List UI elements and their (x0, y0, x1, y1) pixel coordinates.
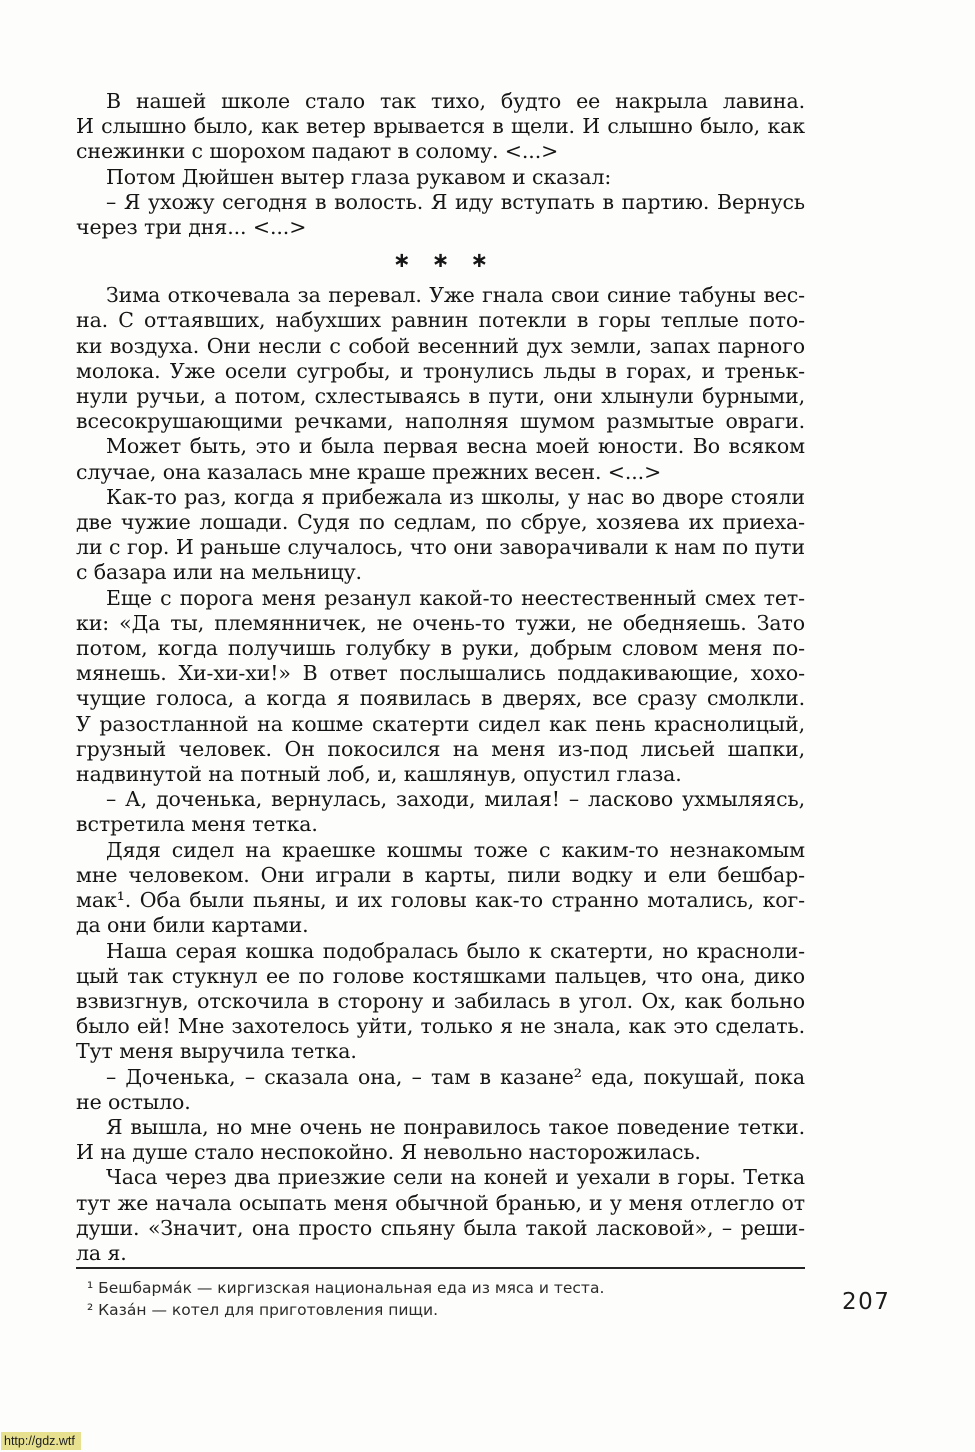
paragraph (76, 1065, 805, 1115)
text-line: надвинутой на потный лоб, и, кашлянув, опустил глаза. (76, 762, 682, 787)
paragraph (76, 787, 805, 837)
text-line: цый так стукнул ее по голове костяшками пальцев, что она, дико (76, 963, 805, 988)
text-line: ки: «Да ты, племянничек, не очень-то тужи, не обедняешь. Зато (76, 610, 805, 635)
text-line: Часа через два приезжие сели на коней и уехали в горы. Тетка (106, 1165, 805, 1190)
section-separator: ∗ ∗ ∗ (393, 248, 488, 273)
text-line: В нашей школе стало так тихо, будто ее накрыла лавина. (106, 89, 805, 113)
text-line: с базара или на мельницу. (76, 560, 362, 585)
text-line: мак¹. Оба были пьяны, и их головы как-то странно мотались, ког- (76, 888, 805, 913)
footnote: ² Каза́н — котел для приготовления пищи. (87, 1301, 439, 1319)
text-line: молока. Уже осели сугробы, и тронулись льды в горах, и треньк- (76, 358, 805, 383)
text-line: тут же начала осыпать меня обычной бранью, и у меня отлегло от (76, 1190, 805, 1215)
text-line: – Доченька, – сказала она, – там в казане² еда, покушай, пока (106, 1064, 805, 1089)
text-line: встретила меня тетка. (76, 812, 318, 837)
text-line: Зима откочевала за перевал. Уже гнала свои синие табуны вес- (106, 283, 805, 308)
text-line: И слышно было, как ветер врывается в щели. И слышно было, как (76, 114, 805, 139)
text-line: взвизгнув, отскочила в сторону и забилась в угол. Ох, как больно (76, 988, 805, 1013)
paragraph (76, 838, 805, 939)
paragraph (76, 190, 805, 240)
text-line: снежинки с шорохом падают в солому. <...> (76, 139, 559, 164)
text-line: Как-то раз, когда я прибежала из школы, у нас во дворе стояли (106, 484, 805, 509)
paragraph (76, 1115, 805, 1165)
text-line: У разостланной на кошме скатерти сидел как пень краснолицый, (76, 711, 805, 736)
text-line: две чужие лошади. Судя по седлам, по сбруе, хозяева их приеха- (76, 510, 805, 535)
text-line: мянешь. Хи-хи-хи!» В ответ послышались поддакивающие, хохо- (76, 661, 805, 686)
paragraph (76, 1165, 805, 1266)
text-line: – Я ухожу сегодня в волость. Я иду вступать в партию. Вернусь (106, 189, 805, 214)
text-line: Еще с порога меня резанул какой-то неестественный смех тет- (106, 585, 805, 610)
text-line: на. С оттаявших, набухших равнин потекли в горы теплые пото- (76, 308, 805, 333)
paragraph (76, 165, 805, 190)
text-line: грузный человек. Он покосился на меня из-под лисьей шапки, (76, 736, 805, 761)
text-line: не остыло. (76, 1089, 191, 1114)
page-number: 207 (842, 1289, 891, 1315)
text-line: Тут меня выручила тетка. (76, 1039, 357, 1064)
text-line: – А, доченька, вернулась, заходи, милая! – ласково ухмыляясь, (106, 787, 805, 812)
text-line: потом, когда получишь голубку в руки, добрым словом меня по- (76, 636, 805, 661)
text-line: мне человеком. Они играли в карты, пили водку и ели бешбар- (76, 862, 805, 887)
text-line: Наша серая кошка подобралась было к скатерти, но красноли- (106, 938, 805, 963)
paragraph (76, 283, 805, 434)
text-line: ла я. (76, 1240, 127, 1265)
text-line: Дядя сидел на краешке кошмы тоже с каким-то незнакомым (106, 837, 805, 862)
text-line: через три дня... <...> (76, 215, 307, 240)
footnote-list (76, 1269, 805, 1321)
watermark-url: http://gdz.wtf (1, 1432, 81, 1450)
text-line: ли с гор. И раньше случалось, что они заворачивали к нам по пути (76, 535, 805, 560)
text-line: было ей! Мне захотелось уйти, только я не знала, как это сделать. (76, 1014, 805, 1039)
paragraph (76, 89, 805, 165)
text-line: Потом Дюйшен вытер глаза рукавом и сказал: (106, 164, 612, 189)
text-line: ки воздуха. Они несли с собой весенний дух земли, запах парного (76, 333, 805, 358)
page-text (76, 89, 805, 1266)
footnote: ¹ Бешбарма́к — киргизская национальная еда из мяса и теста. (87, 1279, 605, 1297)
paragraph (76, 485, 805, 586)
text-line: души. «Значит, она просто спьяну была такой ласковой», – реши- (76, 1215, 805, 1240)
paragraph (76, 586, 805, 788)
text-line: И на душе стало неспокойно. Я невольно насторожилась. (76, 1140, 701, 1165)
text-line: нули ручьи, а потом, схлестываясь в пути, они хлынули бурными, (76, 384, 805, 409)
text-line: Я вышла, но мне очень не понравилось такое поведение тетки. (106, 1114, 805, 1139)
text-line: Может быть, это и была первая весна моей юности. Во всяком (106, 434, 805, 459)
paragraph (76, 434, 805, 484)
footnotes-section (76, 1267, 805, 1321)
text-line: да они били картами. (76, 913, 309, 938)
paragraph (76, 939, 805, 1065)
text-line: случае, она казалась мне краше прежних весен. <...> (76, 459, 662, 484)
text-line: чущие голоса, а когда я появилась в дверях, все сразу смолкли. (76, 686, 805, 711)
text-line: всесокрушающими речками, наполняя шумом размытые овраги. (76, 409, 805, 434)
